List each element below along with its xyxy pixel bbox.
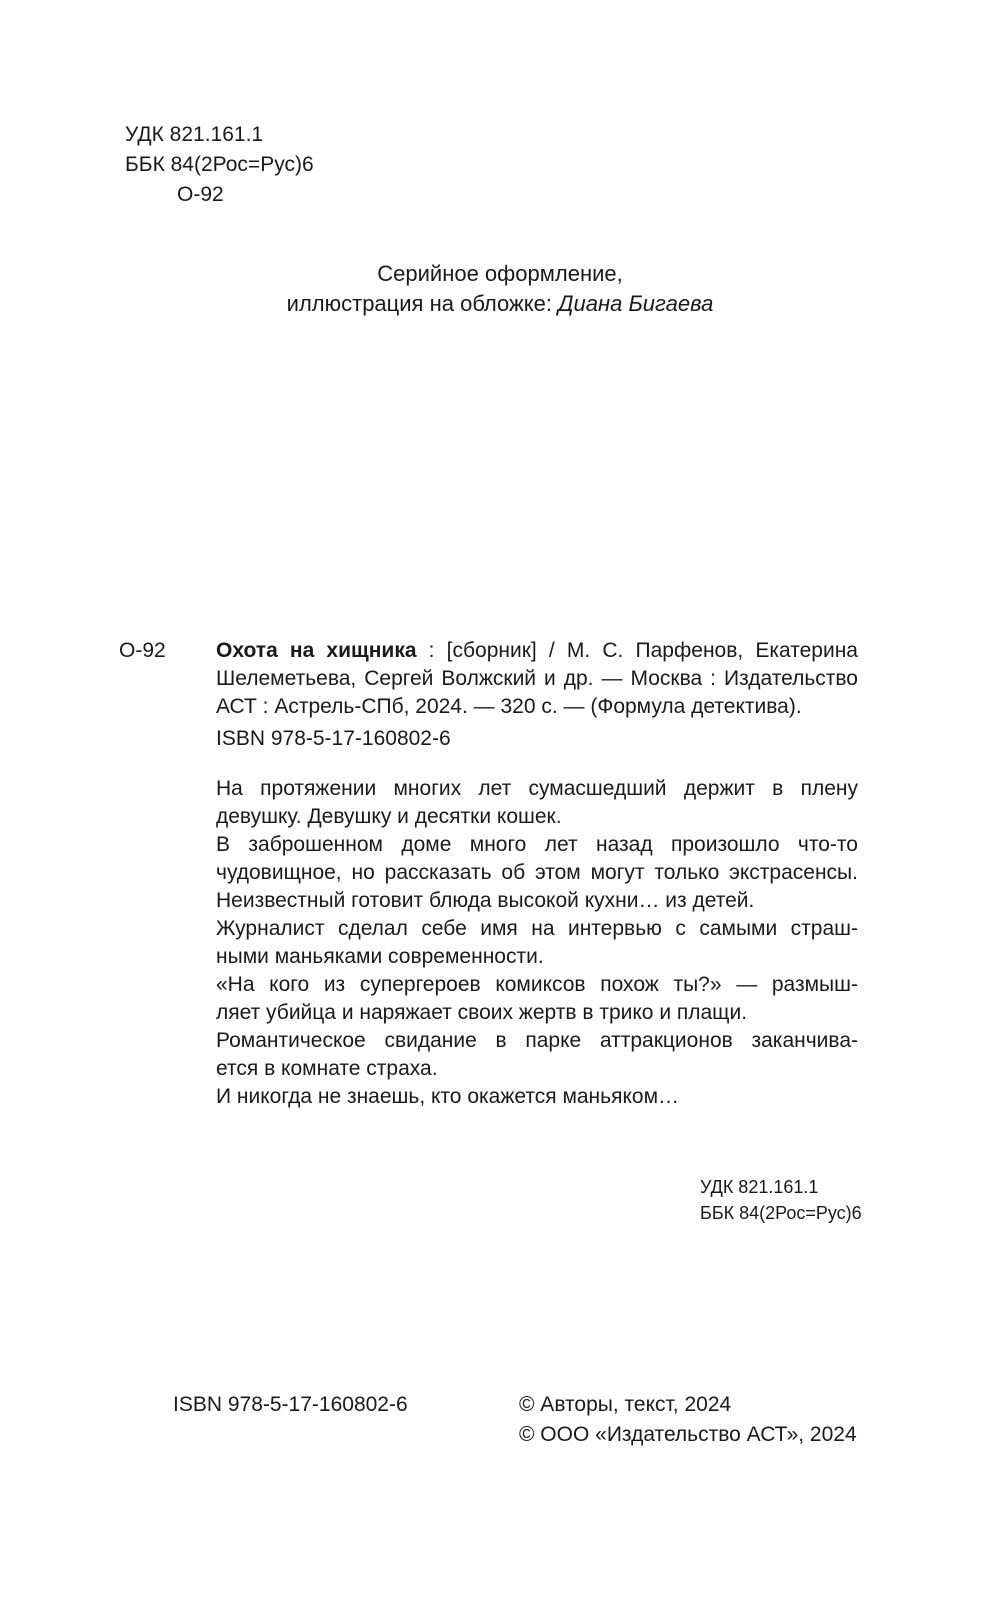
bbk-code: ББК 84(2Рос=Рус)6	[125, 153, 314, 176]
credits-line-1: Серийное оформление,	[377, 261, 623, 286]
udk-code: УДК 821.161.1	[125, 123, 264, 146]
annotation-line: В заброшенном доме много лет назад произошло что-то	[216, 833, 858, 856]
annotation-line: ляет убийца и наряжает своих жертв в трико и плащи.	[216, 1001, 748, 1024]
entry-isbn: ISBN 978-5-17-160802-6	[216, 727, 451, 750]
credits-line-2	[0, 289, 1000, 319]
bottom-bbk-code: ББК 84(2Рос=Рус)6	[700, 1203, 862, 1223]
annotation-line: Неизвестный готовит блюда высокой кухни… из детей.	[216, 889, 755, 912]
bottom-udk-code: УДК 821.161.1	[700, 1177, 819, 1197]
annotation-line: Журналист сделал себе имя на интервью с самыми страш-	[216, 917, 858, 940]
annotation-line: На протяжении многих лет сумасшедший держит в плену	[216, 777, 858, 800]
entry-line-1-rest: : [сборник] / М. С. Парфенов, Екатерина	[416, 639, 858, 662]
annotation-line: ется в комнате страха.	[216, 1057, 438, 1080]
annotation-line: И никогда не знаешь, кто окажется маньяком…	[216, 1085, 680, 1108]
catalog-entry	[216, 637, 858, 721]
annotation-line: «На кого из супергероев комиксов похож ты?» — размыш-	[216, 973, 858, 996]
copyright-authors: © Авторы, текст, 2024	[519, 1393, 732, 1416]
annotation	[216, 775, 858, 1111]
entry-line-1	[216, 637, 858, 665]
book-title: Охота на хищника	[216, 639, 417, 662]
footer-isbn: ISBN 978-5-17-160802-6	[173, 1393, 408, 1416]
annotation-line: ными маньяками современности.	[216, 945, 544, 968]
credits-line-2-prefix: иллюстрация на обложке:	[286, 291, 559, 316]
entry-line-3: АСТ : Астрель-СПб, 2024. — 320 с. — (Формула детектива).	[216, 695, 802, 718]
annotation-line: чудовищное, но рассказать об этом могут только экстрасенсы.	[216, 861, 858, 884]
entry-author-mark: О-92	[119, 639, 166, 662]
author-mark: О-92	[177, 183, 224, 206]
copyright-publisher: © ООО «Издательство АСТ», 2024	[519, 1423, 857, 1446]
entry-line-2: Шелеметьева, Сергей Волжский и др. — Москва : Издательство	[216, 667, 858, 690]
annotation-line: Романтическое свидание в парке аттракционов заканчива-	[216, 1029, 858, 1052]
illustrator-name: Диана Бигаева	[558, 291, 714, 316]
annotation-line: девушку. Девушку и десятки кошек.	[216, 805, 562, 828]
design-credits	[0, 259, 1000, 319]
